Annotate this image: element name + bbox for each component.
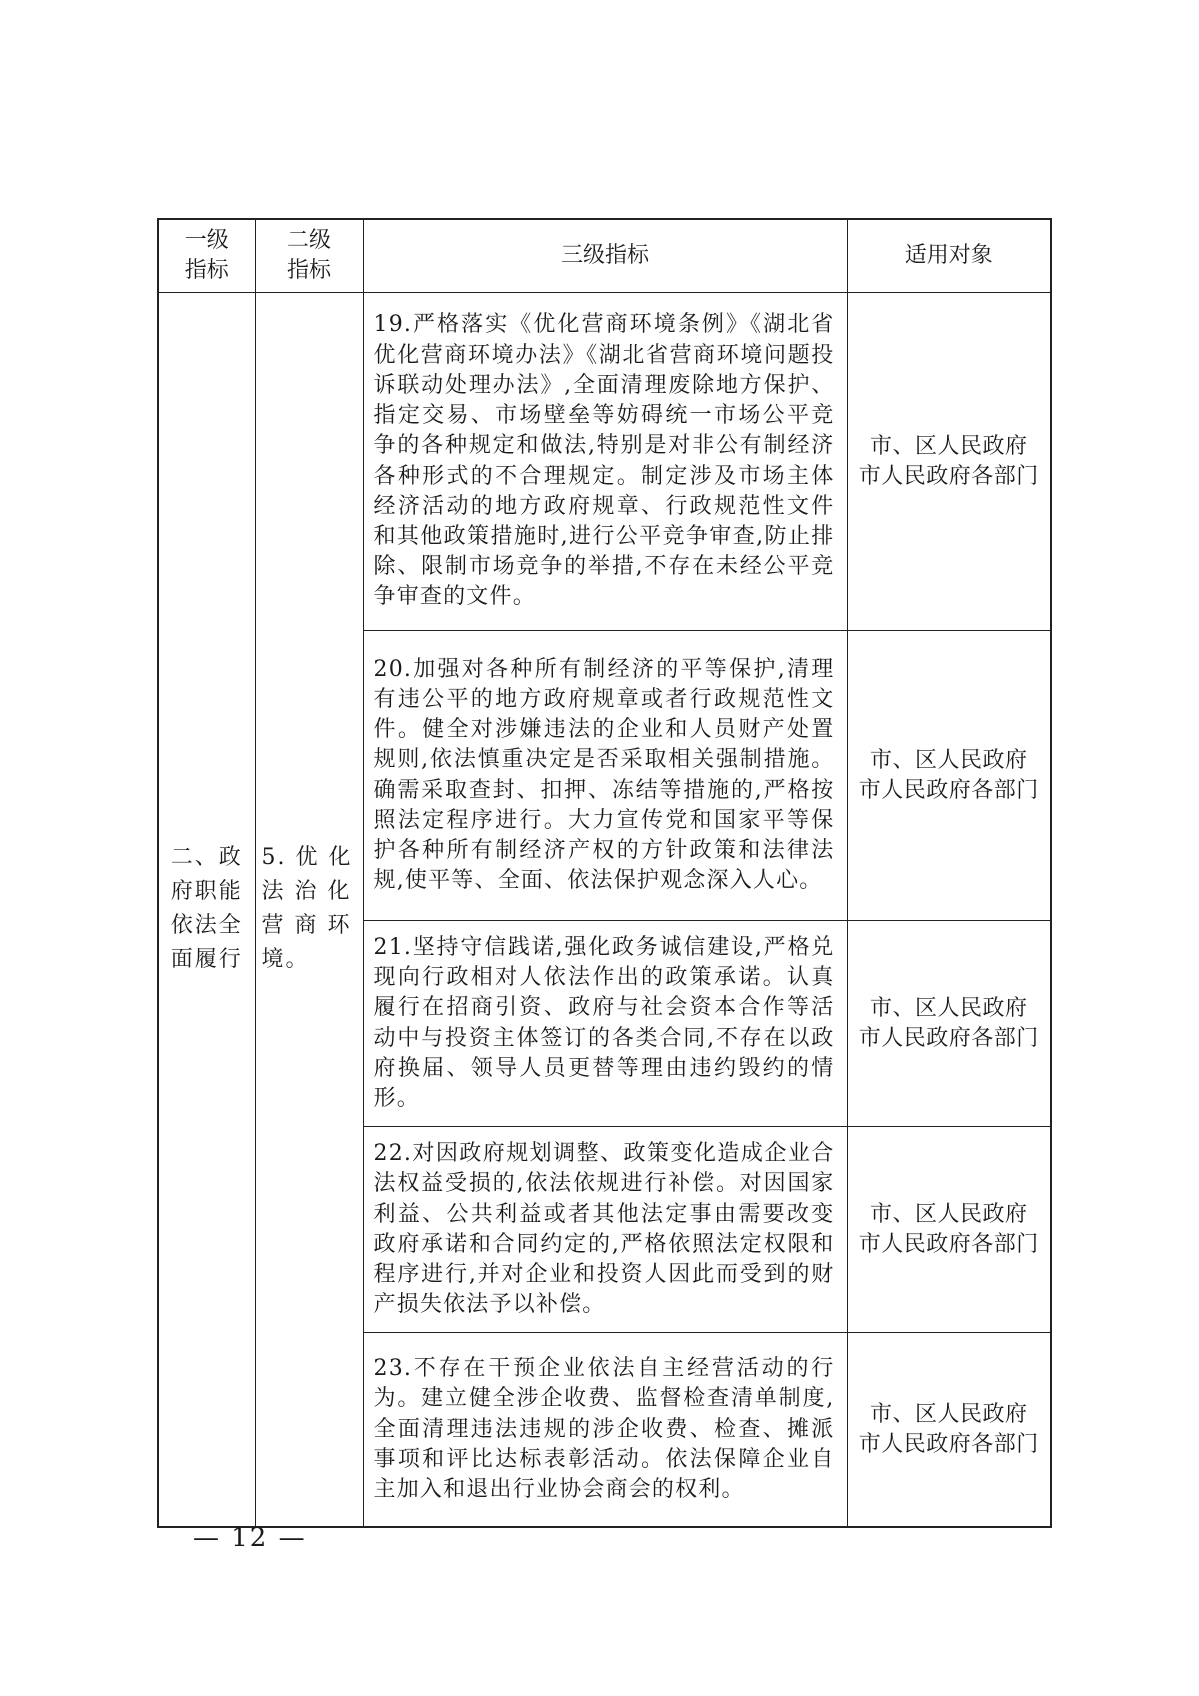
header-level2-line2: 指标 bbox=[286, 258, 331, 283]
page-number: — 12 — bbox=[193, 1523, 307, 1553]
indicator-table bbox=[157, 218, 1052, 1528]
header-level1-line2: 指标 bbox=[184, 258, 229, 283]
header-level1 bbox=[158, 219, 255, 293]
target-cell bbox=[847, 293, 1051, 631]
level2-line: 法 治 化 bbox=[261, 879, 352, 905]
target-line: 市、区人民政府 bbox=[869, 433, 1028, 459]
level1-indicator-cell bbox=[158, 293, 255, 1527]
level3-item-21: 21.坚持守信践诺,强化政务诚信建设,严格兑现向行政相对人依法作出的政策承诺。认真履行在招商引资、政府与社会资本合作等活动中与投资主体签订的各类合同,不存在以政府换届、领导人员更替等理由违约毁约的情形。 bbox=[363, 921, 847, 1127]
level1-line: 依法全 bbox=[170, 913, 243, 939]
level3-item-19: 19.严格落实《优化营商环境条例》《湖北省优化营商环境办法》《湖北省营商环境问题投诉联动处理办法》,全面清理废除地方保护、指定交易、市场壁垒等妨碍统一市场公平竞争的各种规定和做法,特别是对非公有制经济各种形式的不合理规定。制定涉及市场主体经济活动的地方政府规章、行政规范性文件和其他政策措施时,进行公平竞争审查,防止排除、限制市场竞争的举措,不存在未经公平竞争审查的文件。 bbox=[363, 293, 847, 631]
header-level1-line1: 一级 bbox=[184, 228, 229, 253]
target-cell bbox=[847, 1127, 1051, 1333]
level3-item-22: 22.对因政府规划调整、政策变化造成企业合法权益受损的,依法依规进行补偿。对因国家利益、公共利益或者其他法定事由需要改变政府承诺和合同约定的,严格依照法定权限和程序进行,并对企业和投资人因此而受到的财产损失依法予以补偿。 bbox=[363, 1127, 847, 1333]
table-header-row bbox=[158, 219, 1051, 293]
level3-item-20: 20.加强对各种所有制经济的平等保护,清理有违公平的地方政府规章或者行政规范性文件。健全对涉嫌违法的企业和人员财产处置规则,依法慎重决定是否采取相关强制措施。确需采取查封、扣押、冻结等措施的,严格按照法定程序进行。大力宣传党和国家平等保护各种所有制经济产权的方针政策和法律法规,使平等、全面、依法保护观念深入人心。 bbox=[363, 631, 847, 921]
header-level3: 三级指标 bbox=[363, 219, 847, 293]
target-line: 市人民政府各部门 bbox=[858, 777, 1039, 803]
target-line: 市人民政府各部门 bbox=[858, 1025, 1039, 1051]
target-cell bbox=[847, 921, 1051, 1127]
target-line: 市人民政府各部门 bbox=[858, 1431, 1039, 1457]
level1-line: 面履行 bbox=[170, 947, 243, 973]
level2-line: 营 商 环 bbox=[261, 913, 352, 939]
level2-line: 境。 bbox=[261, 947, 310, 973]
table-row bbox=[158, 293, 1051, 631]
header-target: 适用对象 bbox=[847, 219, 1051, 293]
level3-item-23: 23.不存在干预企业依法自主经营活动的行为。建立健全涉企收费、监督检查清单制度,全面清理违法违规的涉企收费、检查、摊派事项和评比达标表彰活动。依法保障企业自主加入和退出行业协会商会的权利。 bbox=[363, 1333, 847, 1527]
target-line: 市人民政府各部门 bbox=[858, 1231, 1039, 1257]
level1-line: 府职能 bbox=[170, 879, 243, 905]
header-level2-line1: 二级 bbox=[286, 228, 331, 253]
level2-line: 5. 优 化 bbox=[261, 845, 353, 871]
target-line: 市、区人民政府 bbox=[869, 1401, 1028, 1427]
target-cell bbox=[847, 1333, 1051, 1527]
level2-indicator-cell bbox=[255, 293, 363, 1527]
level1-line: 二、政 bbox=[170, 845, 243, 871]
target-line: 市、区人民政府 bbox=[869, 1201, 1028, 1227]
target-line: 市人民政府各部门 bbox=[858, 463, 1039, 489]
target-line: 市、区人民政府 bbox=[869, 995, 1028, 1021]
header-level2 bbox=[255, 219, 363, 293]
target-line: 市、区人民政府 bbox=[869, 747, 1028, 773]
target-cell bbox=[847, 631, 1051, 921]
